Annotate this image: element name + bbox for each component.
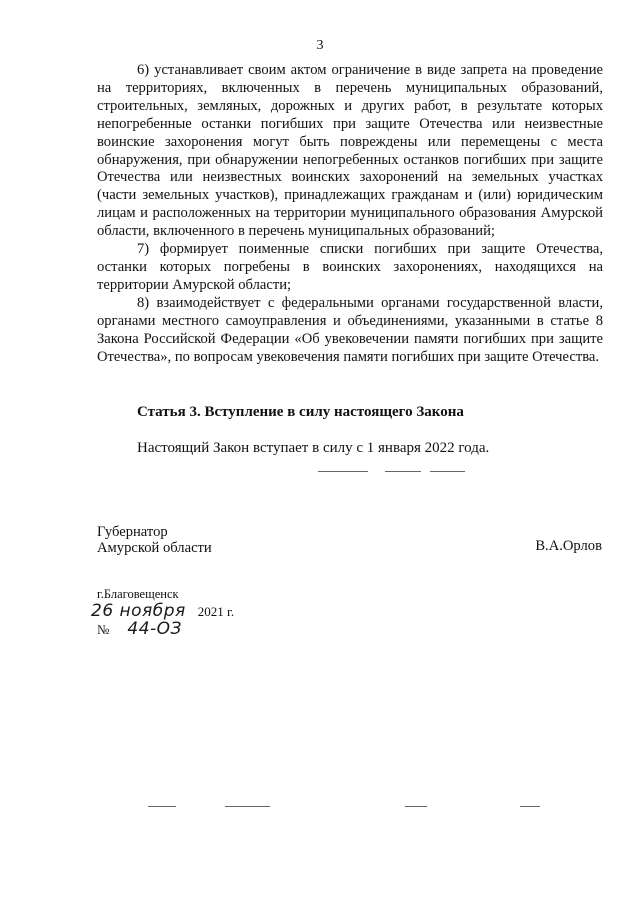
paragraph-7: 7) формирует поименные списки погибших при защите Отечества, останки которых погребены в воинских захоронениях, находящихся на территории Амурской области; [97,241,603,293]
place-of-signing: г.Благовещенск [97,587,179,601]
body-text [97,62,603,366]
date-line [91,601,234,621]
signatory-name: В.А.Орлов [535,538,602,554]
scan-artifact [405,806,427,807]
signatory-title-line1: Губернатор [97,524,168,540]
scan-artifact [520,806,540,807]
number-line [97,619,182,639]
article-heading: Статья 3. Вступление в силу настоящего Закона [137,404,464,420]
date-year: 2021 г. [197,604,235,619]
handwritten-date: 26 ноября [91,601,186,621]
paragraph-6: 6) устанавливает своим актом ограничение в виде запрета на проведение на территориях, включенных в перечень муниципальных образований, строительных, земляных, дорожных и других работ, в результате которых непогребенные останки погибших при защите Отечества или неизвестные воинские захоронения могут быть повреждены или перемещены с места обнаружения, при обнаружении непогребенных останков погибших при защите Отечества или неизвестных воинских захоронений на земельных участках (части земельных участков), принадлежащих гражданам и (или) юридическим лицам и расположенных на территории муниципального образования Амурской области, включенного в перечень муниципальных образований; [97,62,603,240]
scan-artifact [225,806,270,807]
signatory-title [97,524,212,556]
scan-artifact [430,471,465,472]
handwritten-number: 44-ОЗ [127,619,182,639]
page-number: 3 [316,38,324,53]
scan-artifact [318,471,368,472]
scan-artifact [385,471,421,472]
paragraph-8: 8) взаимодействует с федеральными органами государственной власти, органами местного самоуправления и объединениями, указанными в статье 8 Закона Российской Федерации «Об увековечении памяти погибших при защите Отечества», по вопросам увековечения памяти погибших при защите Отечества. [97,294,603,365]
article-text: Настоящий Закон вступает в силу с 1 января 2022 года. [137,440,490,456]
signatory-title-line2: Амурской области [97,540,212,556]
number-prefix: № [97,622,110,637]
scan-artifact [148,806,176,807]
